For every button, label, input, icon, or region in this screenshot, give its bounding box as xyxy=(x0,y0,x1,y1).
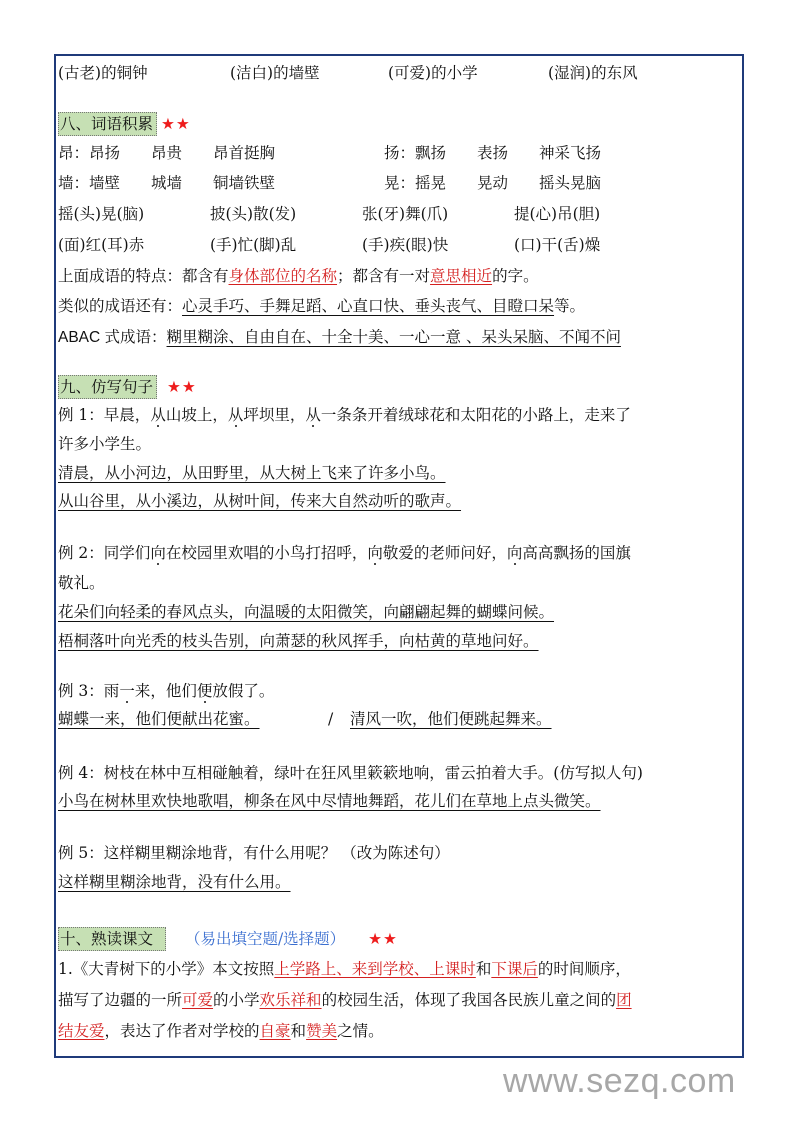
phrase: (湿润)的东风 xyxy=(548,64,638,82)
example-5: 例 5：这样糊里糊涂地背，有什么用呢？ （改为陈述句） xyxy=(58,844,450,862)
section-9-header xyxy=(58,375,197,399)
answer-red: 下课后 xyxy=(491,960,538,978)
watermark: www.sezq.com xyxy=(503,1062,736,1100)
example-3: 例 3：雨一来，他们便放假了。 xyxy=(58,682,275,700)
answer-underlined: 花朵们向轻柔的春风点头，向温暖的太阳微笑，向翩翩起舞的蝴蝶问候。 xyxy=(58,603,555,621)
idiom: 披(头)散(发) xyxy=(210,205,297,223)
star-icon: ★★ xyxy=(368,930,398,948)
word-group: 扬：飘扬 表扬 神采飞扬 xyxy=(384,144,602,162)
answer-red: 可爱 xyxy=(182,991,214,1009)
answer-underlined: 从山谷里，从小溪边，从树叶间，传来大自然动听的歌声。 xyxy=(58,492,462,510)
example-2: 例 2：同学们向在校园里欢唱的小鸟打招呼，向敬爱的老师问好，向高高飘扬的国旗 xyxy=(58,544,631,562)
example-text: 许多小学生。 xyxy=(58,435,152,453)
answer-red: 欢乐祥和 xyxy=(259,991,322,1009)
paragraph-line: 描写了边疆的一所可爱的小学欢乐祥和的校园生活，体现了我国各民族儿童之间的团 xyxy=(58,991,632,1009)
example-text: 敬礼。 xyxy=(58,574,105,592)
phrase: (古老)的铜钟 xyxy=(58,64,148,82)
answer-underlined: 梧桐落叶向光秃的枝头告别，向萧瑟的秋风挥手，向枯黄的草地问好。 xyxy=(58,632,539,650)
section-note: （易出填空题/选择题） xyxy=(184,930,346,948)
idiom: (口)干(舌)燥 xyxy=(514,236,601,254)
paragraph-line: 结友爱，表达了作者对学校的自豪和赞美之情。 xyxy=(58,1022,384,1040)
idiom: (面)红(耳)赤 xyxy=(58,236,145,254)
section-title: 十、熟读课文 xyxy=(58,927,166,951)
answer-underlined: 糊里糊涂、自由自在、十全十美、一心一意 、呆头呆脑、不闻不问 xyxy=(166,328,621,346)
section-title: 八、词语积累 xyxy=(58,112,157,136)
section-title: 九、仿写句子 xyxy=(58,375,157,399)
word-group: 晃：摇晃 晃动 摇头晃脑 xyxy=(384,174,602,192)
idiom: 提(心)吊(胆) xyxy=(514,205,601,223)
phrase: (可爱)的小学 xyxy=(388,64,478,82)
answer-underlined: 清风一吹，他们便跳起舞来。 xyxy=(350,710,552,728)
answer-red: 意思相近 xyxy=(430,267,493,285)
answer-red: 结友爱 xyxy=(58,1022,105,1040)
section-10-header xyxy=(58,927,398,951)
idiom: 张(牙)舞(爪) xyxy=(362,205,449,223)
answer-red: 身体部位的名称 xyxy=(228,267,338,285)
separator: / xyxy=(328,710,334,728)
example-3-answers xyxy=(58,708,552,730)
paragraph-line: 1.《大青树下的小学》本文按照上学路上、来到学校、上课时和下课后的时间顺序， xyxy=(58,960,631,978)
answer-underlined: 这样糊里糊涂地背，没有什么用。 xyxy=(58,873,291,891)
phrase: (洁白)的墙壁 xyxy=(230,64,320,82)
example-1: 例 1：早晨，从山坡上，从坪坝里，从一条条开着绒球花和太阳花的小路上，走来了 xyxy=(58,406,631,424)
similar-idioms: 类似的成语还有：心灵手巧、手舞足蹈、心直口快、垂头丧气、目瞪口呆等。 xyxy=(58,297,586,315)
abac-idioms: ABAC 式成语：糊里糊涂、自由自在、十全十美、一心一意 、呆头呆脑、不闻不问 xyxy=(58,328,621,346)
answer-underlined: 小鸟在树林里欢快地歌唱，柳条在风中尽情地舞蹈，花儿们在草地上点头微笑。 xyxy=(58,792,601,810)
example-4: 例 4：树枝在林中互相碰触着，绿叶在狂风里簌簌地响，雷云拍着大手。(仿写拟人句) xyxy=(58,764,643,782)
star-icon: ★★ xyxy=(161,115,191,133)
section-8-header xyxy=(58,112,191,136)
answer-underlined: 心灵手巧、手舞足蹈、心直口快、垂头丧气、目瞪口呆 xyxy=(182,297,555,315)
answer-underlined: 蝴蝶一来，他们便献出花蜜。 xyxy=(58,710,260,728)
word-group: 墙：墙壁 城墙 铜墙铁壁 xyxy=(58,174,276,192)
answer-underlined: 清晨，从小河边，从田野里，从大树上飞来了许多小鸟。 xyxy=(58,464,446,482)
answer-red: 上学路上、来到学校、上课时 xyxy=(274,960,476,978)
idiom-feature: 上面成语的特点：都含有身体部位的名称；都含有一对意思相近的字。 xyxy=(58,267,539,285)
star-icon: ★★ xyxy=(167,378,197,396)
idiom: 摇(头)晃(脑) xyxy=(58,205,145,223)
word-group: 昂：昂扬 昂贵 昂首挺胸 xyxy=(58,144,276,162)
idiom: (手)忙(脚)乱 xyxy=(210,236,297,254)
answer-red: 赞美 xyxy=(306,1022,338,1040)
idiom: (手)疾(眼)快 xyxy=(362,236,449,254)
answer-red: 团 xyxy=(616,991,632,1009)
answer-red: 自豪 xyxy=(259,1022,291,1040)
